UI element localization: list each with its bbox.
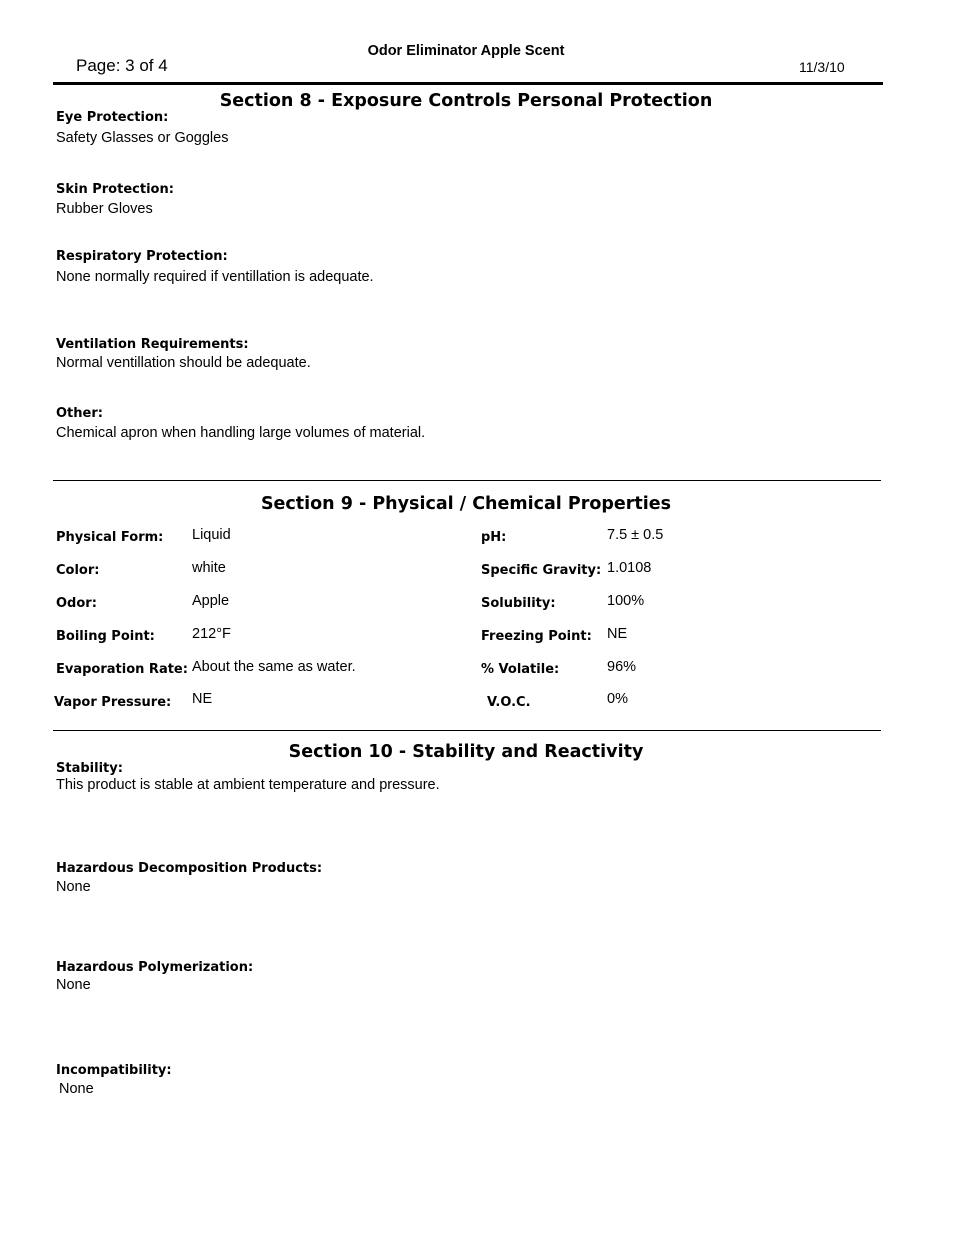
ventilation-requirements-label: Ventilation Requirements:: [56, 337, 249, 352]
boiling-point-value: 212°F: [192, 626, 231, 642]
evaporation-rate-label: Evaporation Rate:: [56, 662, 188, 677]
header-rule: [53, 82, 883, 85]
section-8-title: Section 8 - Exposure Controls Personal Protection: [219, 91, 713, 111]
section-divider: [53, 730, 881, 731]
other-label: Other:: [56, 406, 103, 421]
percent-volatile-value: 96%: [607, 659, 637, 675]
incompatibility-label: Incompatibility:: [56, 1063, 172, 1078]
skin-protection-value: Rubber Gloves: [56, 201, 153, 217]
physical-form-value: Liquid: [192, 527, 231, 543]
voc-value: 0%: [607, 691, 628, 707]
freezing-point-value: NE: [607, 626, 628, 642]
hazardous-polymerization-value: None: [56, 977, 91, 993]
section-divider: [53, 480, 881, 481]
vapor-pressure-value: NE: [192, 691, 213, 707]
stability-value: This product is stable at ambient temperature and pressure.: [56, 777, 440, 793]
ph-value: 7.5 ± 0.5: [607, 527, 664, 543]
voc-label: V.O.C.: [487, 695, 531, 710]
physical-form-label: Physical Form:: [56, 530, 164, 545]
odor-value: Apple: [192, 593, 230, 609]
vapor-pressure-label: Vapor Pressure:: [54, 695, 172, 710]
stability-label: Stability:: [56, 761, 123, 776]
color-label: Color:: [56, 563, 100, 578]
other-value: Chemical apron when handling large volumes of material.: [56, 425, 426, 441]
ph-label: pH:: [481, 530, 507, 545]
freezing-point-label: Freezing Point:: [481, 629, 592, 644]
specific-gravity-value: 1.0108: [607, 560, 652, 576]
evaporation-rate-value: About the same as water.: [192, 659, 356, 675]
odor-label: Odor:: [56, 596, 97, 611]
hazardous-decomposition-label: Hazardous Decomposition Products:: [56, 861, 323, 876]
color-value: white: [192, 560, 226, 576]
document-title: Odor Eliminator Apple Scent: [367, 43, 565, 59]
eye-protection-value: Safety Glasses or Goggles: [56, 130, 229, 146]
solubility-label: Solubility:: [481, 596, 556, 611]
incompatibility-value: None: [59, 1081, 94, 1097]
hazardous-decomposition-value: None: [56, 879, 91, 895]
solubility-value: 100%: [607, 593, 645, 609]
document-date: 11/3/10: [799, 59, 845, 75]
page-number: Page: 3 of 4: [76, 56, 168, 75]
section-10-title: Section 10 - Stability and Reactivity: [288, 742, 644, 762]
percent-volatile-label: % Volatile:: [481, 662, 560, 677]
specific-gravity-label: Specific Gravity:: [481, 563, 602, 578]
skin-protection-label: Skin Protection:: [56, 182, 174, 197]
respiratory-protection-value: None normally required if ventillation is adequate.: [56, 269, 374, 285]
ventilation-requirements-value: Normal ventillation should be adequate.: [56, 355, 311, 371]
respiratory-protection-label: Respiratory Protection:: [56, 249, 228, 264]
boiling-point-label: Boiling Point:: [56, 629, 155, 644]
hazardous-polymerization-label: Hazardous Polymerization:: [56, 960, 254, 975]
eye-protection-label: Eye Protection:: [56, 110, 169, 125]
section-9-title: Section 9 - Physical / Chemical Properties: [260, 494, 672, 514]
